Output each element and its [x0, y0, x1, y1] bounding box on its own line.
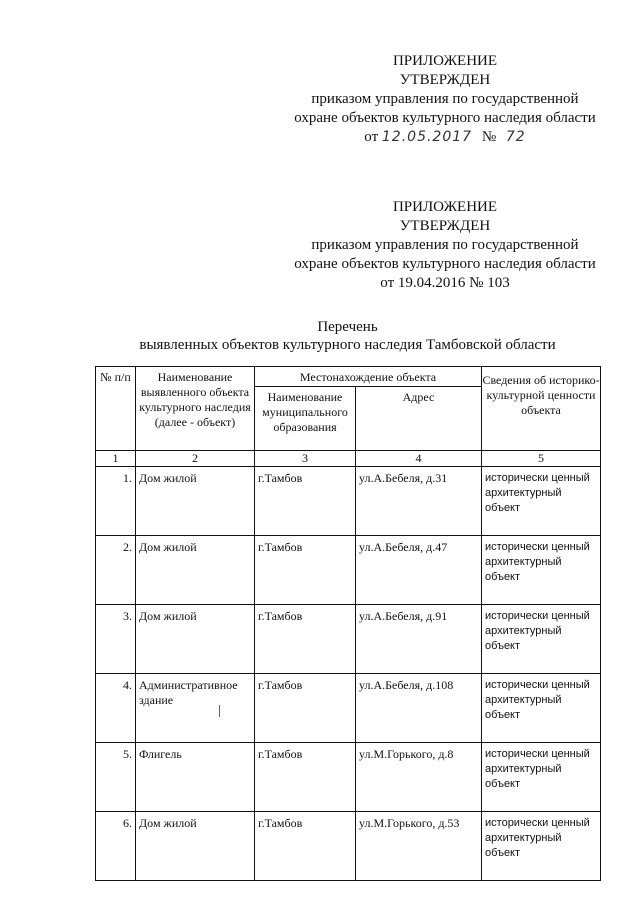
- municipality: г.Тамбов: [255, 536, 356, 605]
- row-number: 4.: [96, 674, 136, 743]
- header-approved-label: УТВЕРЖДЕН: [399, 218, 491, 234]
- address: ул.А.Бебеля, д.91: [356, 605, 482, 674]
- scan-mark: [219, 705, 220, 717]
- document-title: [95, 318, 600, 354]
- header-appendix-label: ПРИЛОЖЕНИЕ: [392, 199, 498, 215]
- table-row: [96, 743, 601, 812]
- row-number: 6.: [96, 812, 136, 881]
- header-order-line1: приказом управления по государственной: [311, 237, 579, 253]
- table-header-row: [96, 367, 601, 387]
- object-name: Дом жилой: [136, 536, 255, 605]
- object-name: Административное здание: [136, 674, 255, 743]
- column-number: 1: [96, 451, 136, 467]
- row-number: 5.: [96, 743, 136, 812]
- municipality: г.Тамбов: [255, 743, 356, 812]
- header-municipality: Наименование муниципального образования: [255, 387, 356, 451]
- header-order-line2: охране объектов культурного наследия области: [294, 110, 596, 126]
- handwritten-date: 12.05.2017: [381, 129, 473, 145]
- header-location-group: Местонахождение объекта: [255, 367, 482, 387]
- table-row: [96, 812, 601, 881]
- table-row: [96, 467, 601, 536]
- title-line2: выявленных объектов культурного наследия Тамбовской области: [139, 337, 556, 353]
- header-date-line: [290, 128, 600, 147]
- header-num: № п/п: [96, 367, 136, 451]
- header-order-line1: приказом управления по государственной: [311, 91, 579, 107]
- date-prefix: от: [364, 129, 379, 145]
- municipality: г.Тамбов: [255, 467, 356, 536]
- header-date-number: от 19.04.2016 № 103: [380, 275, 510, 291]
- heritage-value: исторически ценный архитектурный объект: [482, 674, 601, 743]
- column-number: 4: [356, 451, 482, 467]
- column-number: 2: [136, 451, 255, 467]
- object-name: Дом жилой: [136, 467, 255, 536]
- heritage-value: исторически ценный архитектурный объект: [482, 536, 601, 605]
- heritage-value: исторически ценный архитектурный объект: [482, 467, 601, 536]
- heritage-objects-table: [95, 366, 601, 881]
- header-info: Сведения об историко-культурной ценности объекта: [482, 367, 601, 451]
- header-address: Адрес: [356, 387, 482, 451]
- municipality: г.Тамбов: [255, 674, 356, 743]
- approval-header-original: [290, 198, 600, 293]
- heritage-value: исторически ценный архитектурный объект: [482, 743, 601, 812]
- column-number: 5: [482, 451, 601, 467]
- address: ул.А.Бебеля, д.108: [356, 674, 482, 743]
- table-row: [96, 536, 601, 605]
- row-number: 1.: [96, 467, 136, 536]
- address: ул.А.Бебеля, д.31: [356, 467, 482, 536]
- handwritten-number: 72: [505, 129, 526, 145]
- heritage-value: исторически ценный архитектурный объект: [482, 812, 601, 881]
- row-number: 2.: [96, 536, 136, 605]
- column-number: 3: [255, 451, 356, 467]
- table-row: [96, 674, 601, 743]
- municipality: г.Тамбов: [255, 812, 356, 881]
- row-number: 3.: [96, 605, 136, 674]
- object-name: Дом жилой: [136, 812, 255, 881]
- object-name: Дом жилой: [136, 605, 255, 674]
- header-order-line2: охране объектов культурного наследия области: [294, 256, 596, 272]
- header-name: Наименование выявленного объекта культурного наследия (далее - объект): [136, 367, 255, 451]
- address: ул.М.Горького, д.8: [356, 743, 482, 812]
- object-name: Флигель: [136, 743, 255, 812]
- heritage-value: исторически ценный архитектурный объект: [482, 605, 601, 674]
- header-approved-label: УТВЕРЖДЕН: [399, 72, 491, 88]
- table-row: [96, 605, 601, 674]
- municipality: г.Тамбов: [255, 605, 356, 674]
- approval-header-current: [290, 52, 600, 147]
- address: ул.А.Бебеля, д.47: [356, 536, 482, 605]
- column-number-row: [96, 451, 601, 467]
- header-appendix-label: ПРИЛОЖЕНИЕ: [392, 53, 498, 69]
- number-sign: №: [481, 129, 497, 145]
- address: ул.М.Горького, д.53: [356, 812, 482, 881]
- title-line1: Перечень: [317, 319, 378, 335]
